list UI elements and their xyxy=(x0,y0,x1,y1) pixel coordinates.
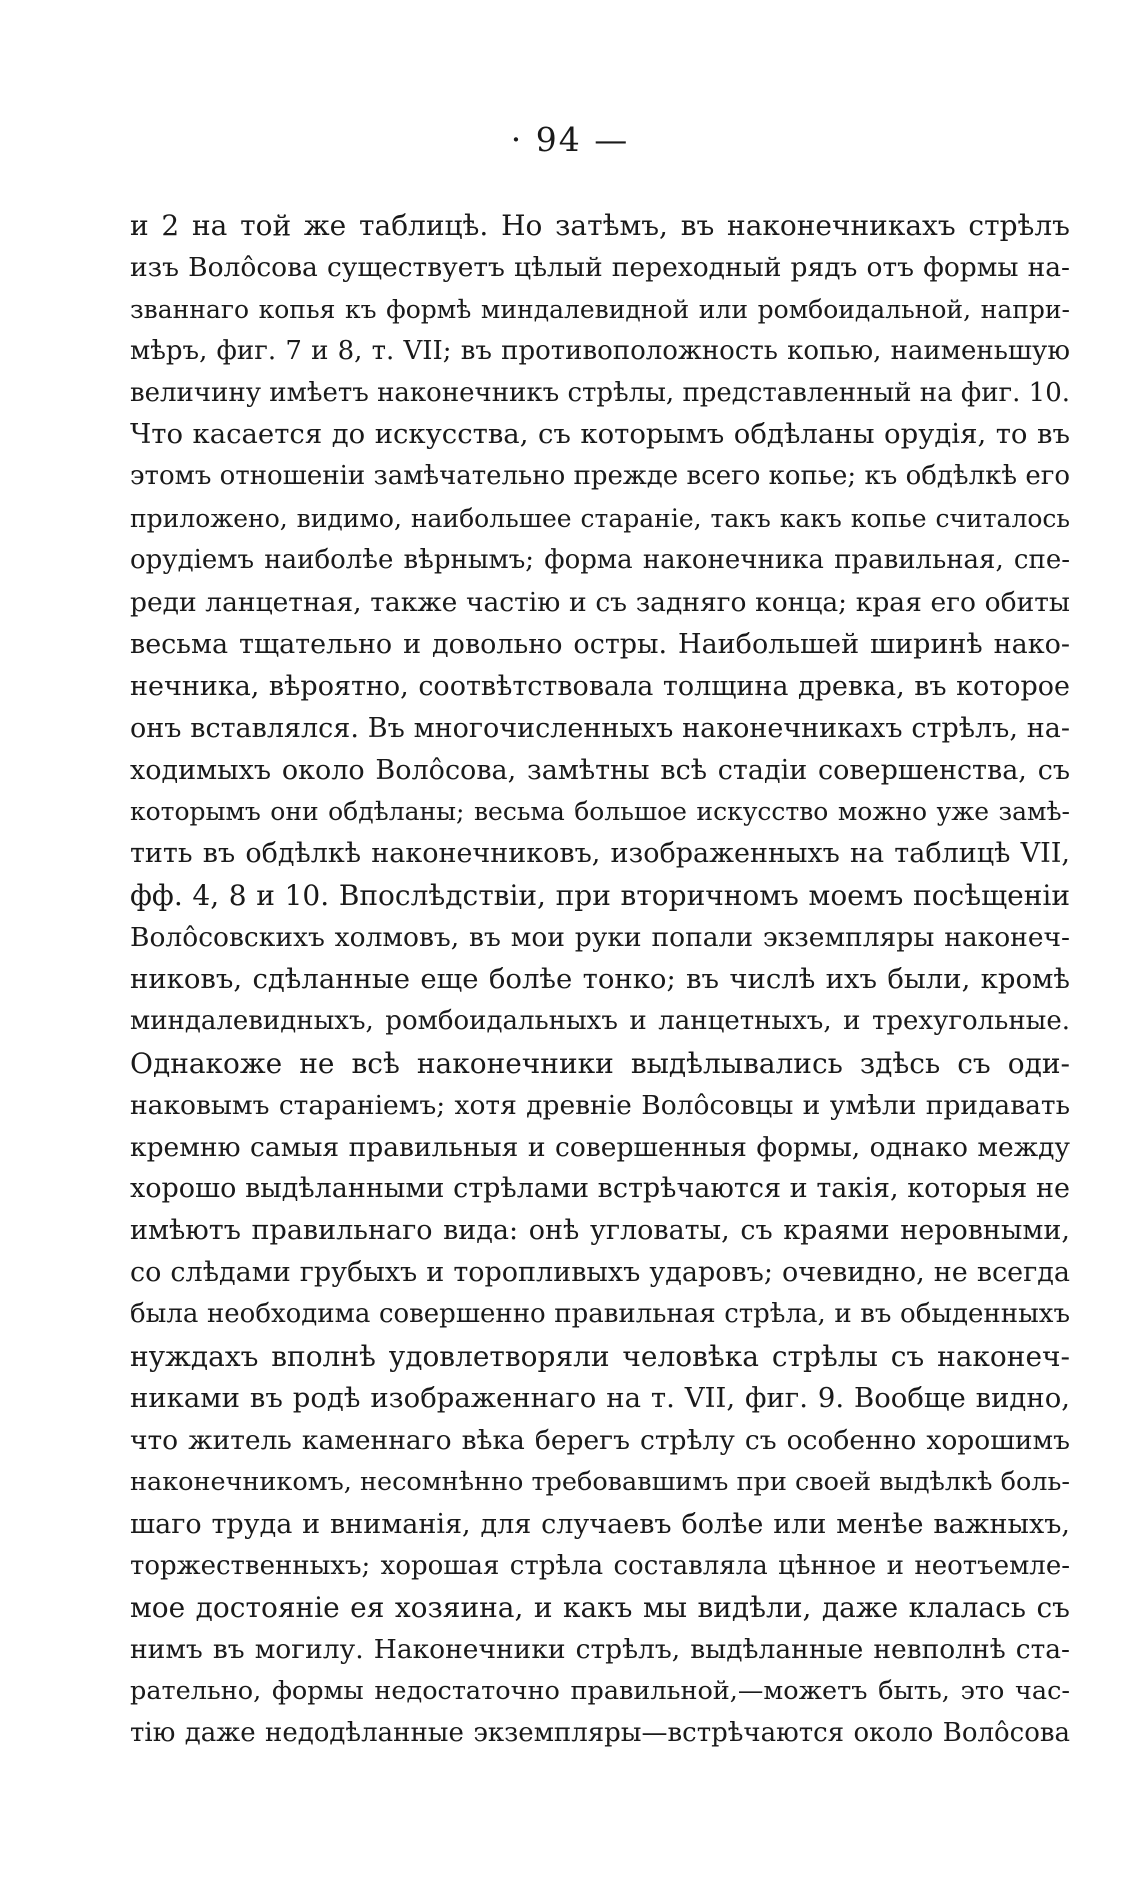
text-line: никами въ родѣ изображеннаго на т. VII, фиг. 9. Вообще видно, xyxy=(130,1381,1070,1414)
text-line: тить въ обдѣлкѣ наконечниковъ, изображенныхъ на таблицѣ VII, xyxy=(130,838,1070,870)
text-line: Что касается до искусства, съ которымъ обдѣланы орудія, то въ xyxy=(130,418,1070,451)
text-line: наковымъ стараніемъ; хотя древніе Волôсовцы и умѣли придавать xyxy=(130,1089,1070,1121)
text-line: изъ Волôсова существуетъ цѣлый переходный рядъ отъ формы на- xyxy=(130,251,1070,283)
text-line: нимъ въ могилу. Наконечники стрѣлъ, выдѣланные невполнѣ ста- xyxy=(130,1634,1070,1666)
text-line: рательно, формы недостаточно правильной,—можетъ быть, это час- xyxy=(130,1676,1070,1707)
text-line: которымъ они обдѣланы; весьма большое искусство можно уже замѣ- xyxy=(130,797,1070,827)
text-line: Волôсовскихъ холмовъ, въ мои руки попали экземпляры наконеч- xyxy=(130,922,1070,954)
text-line: нуждахъ вполнѣ удовлетворяли человѣка стрѣлы съ наконеч- xyxy=(130,1340,1070,1374)
page-number-header: · 94 — xyxy=(510,120,630,159)
text-line: онъ вставлялся. Въ многочисленныхъ наконечникахъ стрѣлъ, на- xyxy=(130,712,1070,744)
text-line: мѣръ, фиг. 7 и 8, т. VII; въ противоположность копью, наименьшую xyxy=(130,335,1070,366)
text-line: величину имѣетъ наконечникъ стрѣлы, представленный на фиг. 10. xyxy=(130,377,1071,408)
text-line: имѣютъ правильнаго вида: онѣ угловаты, съ краями неровными, xyxy=(130,1215,1070,1247)
text-line: и 2 на той же таблицѣ. Но затѣмъ, въ наконечникахъ стрѣлъ xyxy=(130,209,1070,242)
text-line: что житель каменнаго вѣка берегъ стрѣлу съ особенно хорошимъ xyxy=(130,1424,1070,1456)
body-text xyxy=(130,205,1070,1755)
text-line: никовъ, сдѣланные еще болѣе тонко; въ числѣ ихъ были, кромѣ xyxy=(130,963,1070,996)
text-line: со слѣдами грубыхъ и торопливыхъ ударовъ; очевидно, не всегда xyxy=(130,1257,1070,1289)
text-line: нечника, вѣроятно, соотвѣтствовала толщина древка, въ которое xyxy=(130,670,1070,702)
text-line: хорошо выдѣланными стрѣлами встрѣчаются и такія, которыя не xyxy=(130,1173,1070,1205)
text-line: фф. 4, 8 и 10. Впослѣдствіи, при вторичномъ моемъ посѣщеніи xyxy=(130,879,1070,913)
text-line: Однакоже не всѣ наконечники выдѣлывались здѣсь съ оди- xyxy=(130,1046,1070,1080)
text-line: кремню самыя правильныя и совершенныя формы, однако между xyxy=(130,1131,1070,1163)
text-line: званнаго копья къ формѣ миндалевидной или ромбоидальной, напри- xyxy=(130,294,1070,324)
text-line: миндалевидныхъ, ромбоидальныхъ и ланцетныхъ, и трехугольные. xyxy=(130,1005,1070,1036)
text-line: мое достояніе ея хозяина, и какъ мы видѣли, даже клалась съ xyxy=(130,1591,1070,1625)
text-line: приложено, видимо, наибольшее стараніе, такъ какъ копье считалось xyxy=(130,504,1070,534)
text-line: шаго труда и вниманія, для случаевъ болѣе или менѣе важныхъ, xyxy=(130,1508,1070,1540)
text-line: торжественныхъ; хорошая стрѣла составляла цѣнное и неотъемле- xyxy=(130,1550,1070,1581)
text-line: весьма тщательно и довольно остры. Наибольшей ширинѣ нако- xyxy=(130,628,1070,660)
text-line: была необходима совершенно правильная стрѣла, и въ обыденныхъ xyxy=(130,1299,1070,1330)
text-line: этомъ отношеніи замѣчательно прежде всего копье; къ обдѣлкѣ его xyxy=(130,461,1070,492)
text-line: ходимыхъ около Волôсова, замѣтны всѣ стадіи совершенства, съ xyxy=(130,754,1070,786)
text-line: наконечникомъ, несомнѣнно требовавшимъ при своей выдѣлкѣ боль- xyxy=(130,1466,1070,1497)
text-line: тію даже недодѣланные экземпляры—встрѣчаются около Волôсова xyxy=(130,1718,1070,1749)
text-line: реди ланцетная, также частію и съ задняго конца; края его обиты xyxy=(130,587,1070,619)
text-line: орудіемъ наиболѣе вѣрнымъ; форма наконечника правильная, спе- xyxy=(130,545,1070,576)
